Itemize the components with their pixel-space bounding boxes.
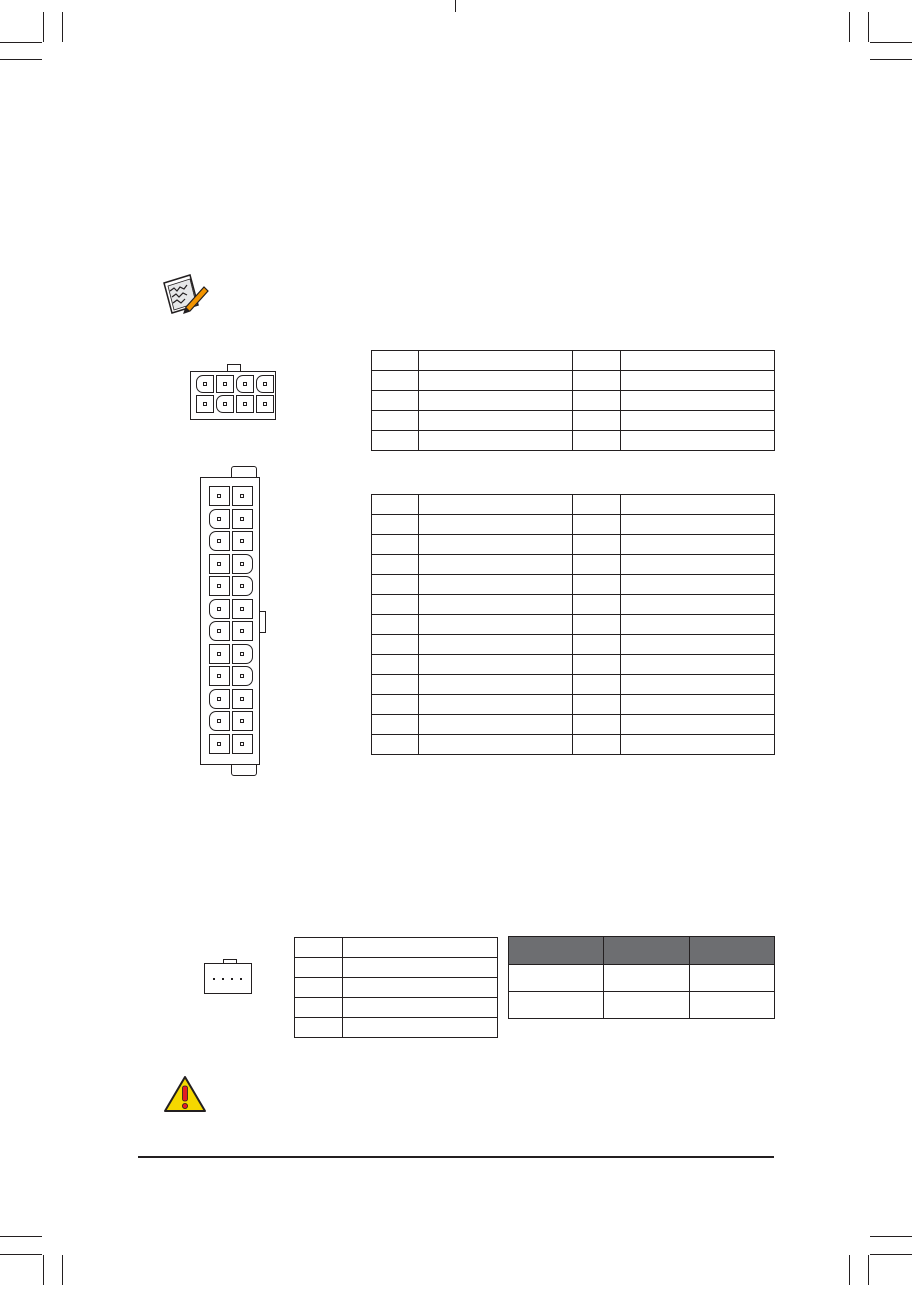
pin	[209, 644, 230, 664]
atx-24pin-grid	[200, 466, 270, 778]
pin-dot	[240, 494, 244, 498]
pin-dot	[217, 562, 221, 566]
table-row	[372, 735, 775, 755]
pin	[209, 509, 230, 529]
pin-dot	[217, 742, 221, 746]
table-row	[509, 965, 775, 992]
warning-triangle-icon	[163, 1075, 207, 1113]
pin	[232, 666, 253, 686]
table-row	[295, 938, 498, 958]
pin-dot	[240, 607, 244, 611]
table-row	[295, 978, 498, 998]
table-row	[372, 595, 775, 615]
pin	[209, 599, 230, 619]
table-header-row	[509, 937, 775, 965]
pin-dot	[217, 539, 221, 543]
fan-pin-table	[294, 937, 498, 1038]
pin	[209, 689, 230, 709]
table-row	[372, 615, 775, 635]
fan-speed-table	[508, 936, 775, 1019]
table-row	[372, 391, 775, 411]
table-row	[372, 431, 775, 451]
pin-dot	[217, 719, 221, 723]
table-row	[372, 675, 775, 695]
pin-dot	[240, 719, 244, 723]
atx-24pin-table	[371, 494, 775, 755]
pin	[209, 531, 230, 551]
pin-dot	[217, 697, 221, 701]
pin	[232, 531, 253, 551]
pin-dot	[240, 742, 244, 746]
atx-24pin-connector-diagram	[200, 466, 270, 778]
table-row	[372, 655, 775, 675]
pin-dot	[217, 584, 221, 588]
pin	[209, 666, 230, 686]
table-row	[295, 998, 498, 1018]
pin	[232, 576, 253, 596]
table-row	[295, 1018, 498, 1038]
pin-dot	[240, 562, 244, 566]
footer-rule	[138, 1156, 774, 1158]
pin	[232, 644, 253, 664]
table-row	[372, 535, 775, 555]
pin-dot	[240, 674, 244, 678]
table-row	[372, 495, 775, 515]
pin-dot	[217, 494, 221, 498]
pin	[232, 621, 253, 641]
pin	[209, 711, 230, 731]
pin-dot	[240, 629, 244, 633]
note-pencil-icon	[160, 273, 210, 319]
pin-dot	[240, 539, 244, 543]
pin	[232, 711, 253, 731]
table-row	[509, 992, 775, 1019]
pin-dot	[217, 629, 221, 633]
table-row	[372, 371, 775, 391]
fan-4pin-connector-diagram	[204, 959, 252, 995]
pin	[209, 621, 230, 641]
table-row	[372, 695, 775, 715]
pin	[232, 509, 253, 529]
table-row	[372, 715, 775, 735]
atx-8pin-table	[371, 350, 775, 451]
pin-dot	[240, 517, 244, 521]
pin-dot	[217, 652, 221, 656]
pin-dot	[240, 652, 244, 656]
table-row	[372, 635, 775, 655]
pin	[209, 576, 230, 596]
pin-dot	[217, 517, 221, 521]
pin	[232, 689, 253, 709]
pin-dot	[240, 584, 244, 588]
pin	[232, 486, 253, 506]
table-row	[372, 515, 775, 535]
table-row	[372, 411, 775, 431]
pin	[209, 486, 230, 506]
table-row	[372, 575, 775, 595]
pin-dot	[217, 607, 221, 611]
table-row	[295, 958, 498, 978]
pin-dot	[240, 697, 244, 701]
pin	[232, 554, 253, 574]
pin	[232, 734, 253, 754]
atx-8pin-connector-diagram	[190, 364, 276, 420]
pin	[232, 599, 253, 619]
pin	[209, 554, 230, 574]
pin	[209, 734, 230, 754]
table-row	[372, 351, 775, 371]
table-row	[372, 555, 775, 575]
pin-dot	[217, 674, 221, 678]
